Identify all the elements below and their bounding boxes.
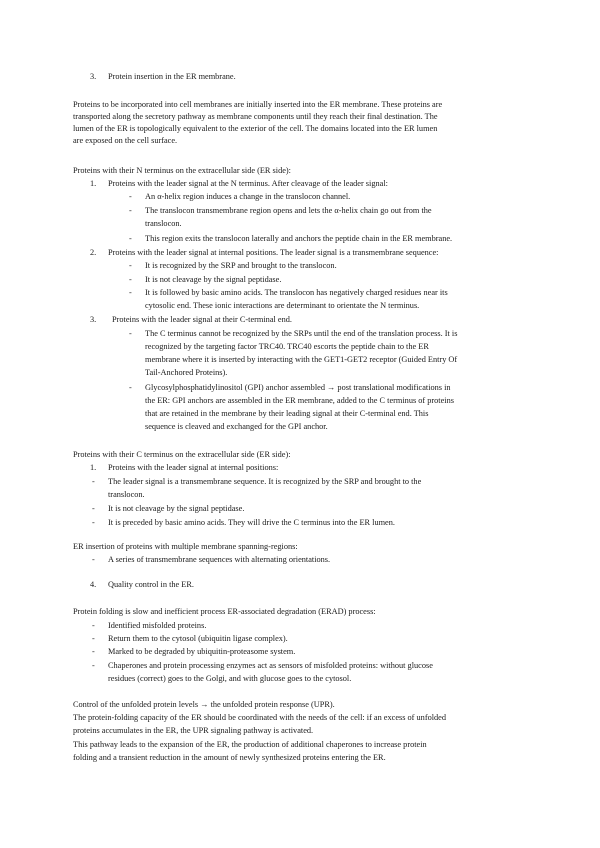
bullet-text: The translocon transmembrane region opens and lets the α-helix chain go out from the bbox=[145, 206, 432, 215]
paragraph-line: are exposed on the cell surface. bbox=[73, 136, 178, 145]
paragraph-line: proteins accumulates in the ER, the UPR signaling pathway is activated. bbox=[73, 726, 314, 735]
bullet-dash: - bbox=[129, 206, 132, 215]
list-number: 1. bbox=[90, 463, 97, 472]
bullet-dash: - bbox=[92, 555, 95, 564]
bullet-dash: - bbox=[92, 621, 95, 630]
subsection-title: Proteins with their N terminus on the extracellular side (ER side): bbox=[73, 166, 291, 175]
bullet-text: It is preceded by basic amino acids. They will drive the C terminus into the ER lumen. bbox=[108, 518, 395, 527]
bullet-text: Return them to the cytosol (ubiquitin ligase complex). bbox=[108, 634, 288, 643]
bullet-text: An α-helix region induces a change in the translocon channel. bbox=[145, 192, 351, 201]
bullet-dash: - bbox=[129, 275, 132, 284]
bullet-dash: - bbox=[129, 383, 132, 392]
bullet-dash: - bbox=[92, 518, 95, 527]
bullet-text: recognized by the targeting factor TRC40. TRC40 escorts the peptide chain to the ER bbox=[145, 342, 429, 351]
bullet-dash: - bbox=[129, 261, 132, 270]
list-item: Proteins with the leader signal at the N terminus. After cleavage of the leader signal: bbox=[108, 179, 388, 188]
bullet-text: Tail-Anchored Proteins). bbox=[145, 368, 228, 377]
bullet-dash: - bbox=[129, 329, 132, 338]
paragraph-line: Proteins to be incorporated into cell membranes are initially inserted into the ER membrane. These proteins are bbox=[73, 100, 443, 109]
list-item: Proteins with the leader signal at internal positions: bbox=[108, 463, 279, 472]
bullet-dash: - bbox=[92, 477, 95, 486]
bullet-text: It is recognized by the SRP and brought to the translocon. bbox=[145, 261, 337, 270]
bullet-dash: - bbox=[92, 634, 95, 643]
bullet-text: that are retained in the membrane by their leading signal at their C-terminal end. This bbox=[145, 409, 429, 418]
list-item: Proteins with the leader signal at their C-terminal end. bbox=[112, 315, 292, 324]
bullet-text: the ER: GPI anchors are assembled in the ER membrane, added to the C terminus of proteins bbox=[145, 396, 454, 405]
bullet-text: It is followed by basic amino acids. The translocon has negatively charged residues near its bbox=[145, 288, 448, 297]
paragraph-line: Control of the unfolded protein levels → the unfolded protein response (UPR). bbox=[73, 700, 335, 709]
section-number: 4. bbox=[90, 580, 97, 589]
bullet-dash: - bbox=[129, 288, 132, 297]
section-number: 3. bbox=[90, 72, 97, 81]
bullet-text: residues (correct) goes to the Golgi, and with glucose goes to the cytosol. bbox=[108, 674, 352, 683]
list-number: 2. bbox=[90, 248, 97, 257]
bullet-text: This region exits the translocon laterally and anchors the peptide chain in the ER membrane. bbox=[145, 234, 453, 243]
bullet-text: Glycosylphosphatidylinositol (GPI) anchor assembled → post translational modifications in bbox=[145, 383, 451, 392]
bullet-dash: - bbox=[92, 504, 95, 513]
paragraph-line: transported along the secretory pathway as membrane components until they reach their final destination. The bbox=[73, 112, 438, 121]
bullet-text: membrane where it is inserted by interacting with the GET1-GET2 receptor (Guided Entry Of bbox=[145, 355, 458, 364]
paragraph-line: lumen of the ER is topologically equivalent to the exterior of the cell. The domains located into the ER lumen bbox=[73, 124, 438, 133]
bullet-text: cytosolic end. These ionic interactions are determinant to orientate the N terminus. bbox=[145, 301, 420, 310]
bullet-text: It is not cleavage by the signal peptidase. bbox=[145, 275, 282, 284]
paragraph-line: This pathway leads to the expansion of the ER, the production of additional chaperones to increase protein bbox=[73, 740, 427, 749]
bullet-text: translocon. bbox=[108, 490, 145, 499]
bullet-dash: - bbox=[92, 661, 95, 670]
bullet-text: translocon. bbox=[145, 219, 182, 228]
bullet-text: Marked to be degraded by ubiquitin-proteasome system. bbox=[108, 647, 296, 656]
bullet-text: The leader signal is a transmembrane sequence. It is recognized by the SRP and brought to the bbox=[108, 477, 422, 486]
bullet-dash: - bbox=[129, 192, 132, 201]
list-number: 3. bbox=[90, 315, 97, 324]
subsection-title: Proteins with their C terminus on the extracellular side (ER side): bbox=[73, 450, 291, 459]
paragraph-line: folding and a transient reduction in the amount of newly synthesized proteins entering the ER. bbox=[73, 753, 386, 762]
bullet-text: The C terminus cannot be recognized by the SRPs until the end of the translation process. It is bbox=[145, 329, 458, 338]
list-number: 1. bbox=[90, 179, 97, 188]
subsection-title: ER insertion of proteins with multiple membrane spanning-regions: bbox=[73, 542, 298, 551]
paragraph-line: Protein folding is slow and inefficient process ER-associated degradation (ERAD) process: bbox=[73, 607, 376, 616]
bullet-dash: - bbox=[129, 234, 132, 243]
list-item: Proteins with the leader signal at internal positions. The leader signal is a transmembrane sequence: bbox=[108, 248, 439, 257]
bullet-text: Identified misfolded proteins. bbox=[108, 621, 207, 630]
bullet-text: A series of transmembrane sequences with alternating orientations. bbox=[108, 555, 331, 564]
bullet-text: It is not cleavage by the signal peptidase. bbox=[108, 504, 245, 513]
bullet-text: Chaperones and protein processing enzymes act as sensors of misfolded proteins: without glucose bbox=[108, 661, 433, 670]
bullet-text: sequence is cleaved and exchanged for the GPI anchor. bbox=[145, 422, 328, 431]
section-heading: Protein insertion in the ER membrane. bbox=[108, 72, 236, 81]
section-heading: Quality control in the ER. bbox=[108, 580, 194, 589]
paragraph-line: The protein-folding capacity of the ER should be coordinated with the needs of the cell: if an excess of unfolded bbox=[73, 713, 447, 722]
bullet-dash: - bbox=[92, 647, 95, 656]
